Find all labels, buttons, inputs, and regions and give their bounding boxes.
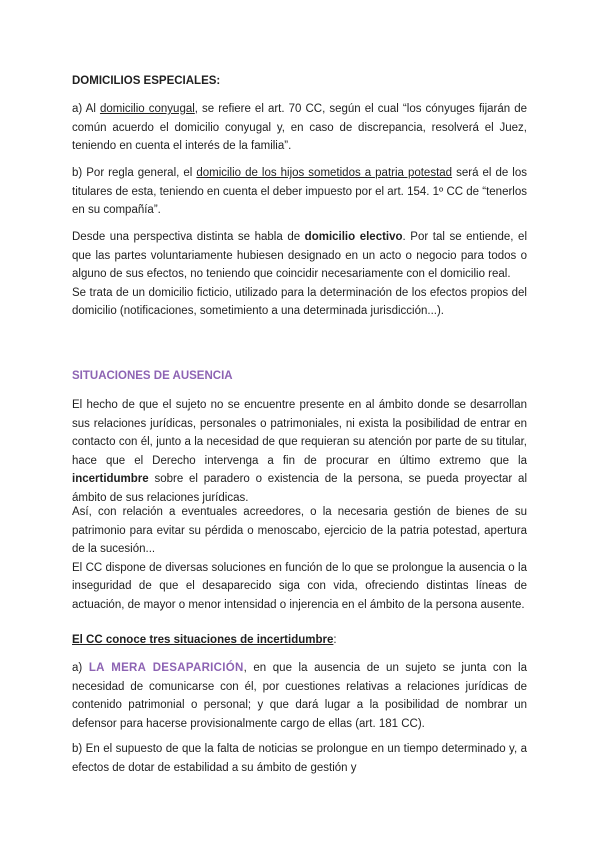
electivo-second-paragraph: Se trata de un domicilio ficticio, utilizado para la determinación de los efectos propios del domicilio (notificaciones, sometimiento a una determinada jurisdicción...).	[72, 286, 527, 317]
ausencia-p1-text: sobre el paradero o existencia de la persona, se pueda proyectar al ámbito de sus relaciones jurídicas.	[72, 473, 527, 504]
ausencia-p2: Así, con relación a eventuales acreedores, o la necesaria gestión de bienes de su patrimonio para evitar su pérdida o menoscabo, ejercicio de la patria potestad, apertura de la sucesión...	[72, 506, 527, 555]
hijos-prefix: b) Por regla general, el	[72, 167, 197, 179]
mera-desaparicion-term: LA MERA DESAPARICIÓN	[88, 662, 244, 674]
conyugal-term: domicilio conyugal	[99, 103, 195, 115]
paragraph-mera-desaparicion	[72, 659, 527, 733]
electivo-prefix: Desde una perspectiva distinta se habla de	[72, 231, 305, 243]
tres-situaciones-colon: :	[333, 634, 337, 646]
paragraph-domicilio-hijos	[72, 164, 527, 220]
paragraph-ausencia-intro	[72, 396, 527, 507]
section-title-ausencia: SITUACIONES DE AUSENCIA	[72, 370, 233, 382]
electivo-text: . Por tal se entiende, el que las partes voluntariamente hubiesen designado en un acto o negocio para todos o alguno de sus efectos, no teniendo que coincidir necesariamente con el domicilio real.	[72, 231, 527, 280]
tres-situaciones-heading	[72, 631, 527, 650]
ausencia-p1-prefix: El hecho de que el sujeto no se encuentre presente en al ámbito donde se desarrollan sus relaciones jurídicas, personales o patrimoniales, ni exista la posibilidad de entrar en contacto con él, junto a la necesidad de que requieran su atención por parte de su titular, hace que el Derecho intervenga a fin de procurar en último extremo que la	[72, 399, 527, 467]
conyugal-text: , se refiere el art. 70 CC, según el cual “los cónyuges fijarán de común acuerdo el domicilio conyugal y, en caso de discrepancia, resolverá el Juez, teniendo en cuenta el interés de la familia”.	[72, 103, 527, 152]
electivo-term: domicilio electivo	[304, 231, 403, 243]
desaparicion-text: , en que la ausencia de un sujeto se junta con la necesidad de comunicarse con él, por cuestiones relativas a relaciones jurídicas de contenido patrimonial o personal; y que dará lugar a la posibilidad de nombrar un defensor para hacerse provisionalmente cargo de ellas (art. 181 CC).	[72, 662, 528, 730]
tres-situaciones-title: El CC conoce tres situaciones de incertidumbre	[72, 634, 334, 646]
hijos-term: domicilio de los hijos sometidos a patria potestad	[196, 167, 453, 179]
desaparicion-prefix: a)	[72, 662, 89, 674]
conyugal-prefix: a) Al	[72, 103, 100, 115]
hijos-text: será el de los titulares de esta, teniendo en cuenta el deber impuesto por el art. 154. 1º CC de “tenerlos en su compañía”.	[72, 167, 527, 216]
heading-domicilios-especiales: DOMICILIOS ESPECIALES:	[72, 75, 221, 87]
paragraph-domicilio-electivo	[72, 228, 527, 321]
incertidumbre-term: incertidumbre	[72, 473, 149, 485]
paragraph-falta-noticias: b) En el supuesto de que la falta de noticias se prolongue en un tiempo determinado y, a efectos de dotar de estabilidad a su ámbito de gestión y	[72, 743, 527, 774]
ausencia-p3: El CC dispone de diversas soluciones en función de lo que se prolongue la ausencia o la inseguridad de que el desaparecido siga con vida, ofreciendo distintas líneas de actuación, de mayor o menor intensidad o injerencia en el ámbito de la persona ausente.	[72, 561, 527, 611]
paragraph-domicilio-conyugal	[72, 100, 527, 156]
paragraph-ausencia-acreedores	[72, 503, 527, 614]
